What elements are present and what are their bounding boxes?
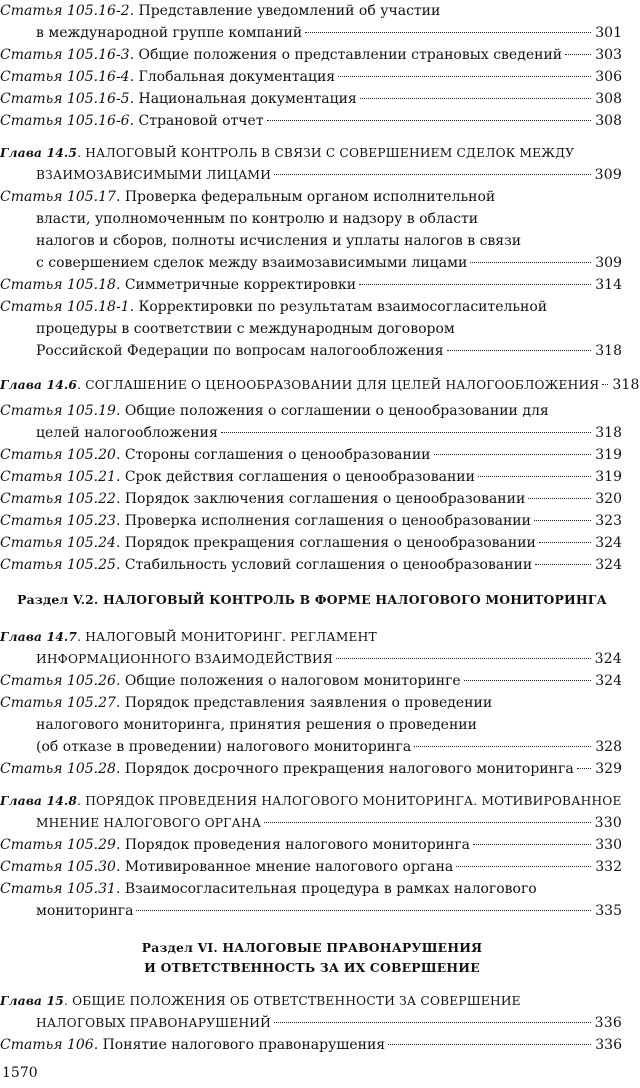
- toc-entry-text: Статья 105.19. Общие положения о соглашении о ценообразовании для: [0, 403, 549, 419]
- toc-entry-label: Статья 105.19: [0, 403, 116, 419]
- toc-line: [36, 208, 622, 230]
- dot-leader: [447, 350, 592, 351]
- toc-line: [0, 758, 622, 780]
- toc-page-number: 332: [595, 859, 622, 875]
- toc-article-entry: [0, 758, 622, 780]
- toc-entry-text: Статья 105.24. Порядок прекращения соглашения о ценообразовании: [0, 535, 536, 551]
- toc-entry-text: Статья 105.18-1. Корректировки по результатам взаимосогласительной: [0, 299, 548, 315]
- toc-entry-title: Порядок представления заявления о проведении: [124, 695, 493, 711]
- toc-entry-title: НАЛОГОВЫЙ МОНИТОРИНГ. РЕГЛАМЕНТ: [85, 630, 377, 644]
- toc-article-entry: [0, 466, 622, 488]
- toc-page-number: 319: [595, 469, 622, 485]
- toc-entry-text: [36, 22, 302, 44]
- toc-entry-title: Проверка исполнения соглашения о ценообразовании: [124, 513, 531, 529]
- toc-entry-title: Российской Федерации по вопросам налогообложения: [36, 343, 444, 359]
- toc-page-number: 328: [595, 739, 622, 755]
- toc-page-number: 301: [595, 25, 622, 41]
- toc-entry-text: [36, 164, 271, 186]
- dot-leader: [305, 32, 591, 33]
- toc-page-number: 319: [595, 447, 622, 463]
- toc-entry-title: Общие положения о налоговом мониторинге: [124, 673, 461, 689]
- toc-entry-text: Статья 105.17. Проверка федеральным органом исполнительной: [0, 189, 496, 205]
- toc-entry-label: Статья 105.26: [0, 673, 116, 689]
- dot-leader: [565, 54, 591, 55]
- dot-leader: [338, 76, 591, 77]
- toc-line: [36, 164, 622, 186]
- toc-article-entry: [0, 834, 622, 856]
- toc-chapter-entry: [0, 790, 622, 834]
- toc-entry-label: Статья 105.18: [0, 277, 116, 293]
- toc-section-line: И ОТВЕТСТВЕННОСТЬ ЗА ИХ СОВЕРШЕНИЕ: [144, 960, 480, 975]
- toc-line: [0, 88, 622, 110]
- toc-line: [0, 532, 622, 554]
- toc-page-number: 336: [595, 1037, 622, 1053]
- toc-line: [0, 444, 622, 466]
- toc-line: [0, 186, 622, 208]
- toc-entry-label: Статья 105.17: [0, 189, 116, 205]
- toc-entry-label: Статья 105.30: [0, 859, 116, 875]
- toc-entry-label: Статья 105.31: [0, 881, 116, 897]
- toc-article-entry: [0, 274, 622, 296]
- toc-entry-text: [36, 812, 261, 834]
- toc-entry-label: Глава 14.5: [0, 146, 78, 160]
- toc-line: [36, 340, 622, 362]
- toc-entry-label: Статья 105.16-5: [0, 91, 130, 107]
- toc-line: [36, 648, 622, 670]
- dot-leader: [434, 454, 592, 455]
- toc-entry-text: [36, 900, 133, 922]
- toc-line: [0, 692, 622, 714]
- toc-entry-label: Статья 105.27: [0, 695, 116, 711]
- toc-entry-text: Глава 14.6. СОГЛАШЕНИЕ О ЦЕНООБРАЗОВАНИИ ДЛЯ ЦЕЛЕЙ НАЛОГООБЛОЖЕНИЯ: [0, 378, 600, 392]
- toc-entry-text: Статья 105.31. Взаимосогласительная процедура в рамках налогового: [0, 881, 537, 897]
- dot-leader: [360, 98, 592, 99]
- toc-entry-text: Статья 105.23. Проверка исполнения соглашения о ценообразовании: [0, 513, 531, 529]
- toc-line: [36, 252, 622, 274]
- dot-leader: [264, 822, 591, 823]
- dot-leader: [534, 520, 591, 521]
- toc-line: [0, 400, 622, 422]
- toc-page-number: 324: [595, 557, 622, 573]
- dot-leader: [478, 476, 591, 477]
- toc-article-entry: [0, 532, 622, 554]
- toc-entry-title: МНЕНИЕ НАЛОГОВОГО ОРГАНА: [36, 816, 262, 830]
- toc-entry-label: Статья 105.16-4: [0, 69, 130, 85]
- toc-entry-text: [36, 1012, 271, 1034]
- toc-entry-label: Статья 105.23: [0, 513, 116, 529]
- toc-entry-text: [36, 233, 521, 249]
- toc-page-number: 329: [595, 761, 622, 777]
- dot-leader: [359, 284, 591, 285]
- toc-entry-title: Проверка федеральным органом исполнительной: [124, 189, 496, 205]
- toc-entry-title: (об отказе в проведении) налогового мониторинга: [36, 739, 412, 755]
- toc-line: [0, 274, 622, 296]
- toc-article-entry: [0, 670, 622, 692]
- toc-entry-text: Глава 14.8. ПОРЯДОК ПРОВЕДЕНИЯ НАЛОГОВОГО МОНИТОРИНГА. МОТИВИРОВАННОЕ: [0, 794, 622, 808]
- toc-entry-title: ПОРЯДОК ПРОВЕДЕНИЯ НАЛОГОВОГО МОНИТОРИНГА. МОТИВИРОВАННОЕ: [85, 794, 622, 808]
- toc-entry-text: Статья 105.16-3. Общие положения о представлении страновых сведений: [0, 47, 563, 63]
- toc-entry-text: Статья 105.16-4. Глобальная документация: [0, 69, 336, 85]
- toc-page-number: 323: [595, 513, 622, 529]
- toc-entry-text: [36, 736, 411, 758]
- toc-article-entry: [0, 110, 622, 132]
- dot-leader: [456, 866, 591, 867]
- toc-line: [0, 990, 622, 1012]
- toc-entry-label: Статья 105.28: [0, 761, 116, 777]
- toc-entry-title: Понятие налогового правонарушения: [102, 1037, 386, 1053]
- toc-line: [36, 714, 622, 736]
- toc-article-entry: [0, 856, 622, 878]
- toc-entry-title: Мотивированное мнение налогового органа: [124, 859, 454, 875]
- toc-line: [0, 878, 622, 900]
- toc-entry-text: Статья 106. Понятие налогового правонарушения: [0, 1037, 386, 1053]
- toc-line: [0, 466, 622, 488]
- toc-entry-label: Статья 105.16-6: [0, 113, 130, 129]
- toc-line: [0, 296, 622, 318]
- dot-leader: [267, 120, 592, 121]
- toc-article-entry: [0, 554, 622, 576]
- toc-line: [0, 834, 622, 856]
- toc-entry-text: Статья 105.28. Порядок досрочного прекращения налогового мониторинга: [0, 761, 574, 777]
- dot-leader: [388, 1044, 591, 1045]
- dot-leader: [602, 384, 608, 385]
- toc-article-entry: [0, 488, 622, 510]
- toc-entry-title: с совершением сделок между взаимозависимыми лицами: [36, 255, 468, 271]
- toc-line: [36, 422, 622, 444]
- toc-line: [0, 856, 622, 878]
- toc-article-entry: [0, 510, 622, 532]
- toc-page-number: 308: [595, 113, 622, 129]
- toc-page-number: 324: [595, 535, 622, 551]
- dot-leader: [464, 680, 592, 681]
- toc-entry-title: Стабильность условий соглашения о ценообразовании: [124, 557, 533, 573]
- toc-entry-text: Статья 105.16-6. Страновой отчет: [0, 113, 264, 129]
- toc-entry-text: Статья 105.16-5. Национальная документация: [0, 91, 357, 107]
- toc-line: [36, 1012, 622, 1034]
- toc-entry-label: Статья 105.29: [0, 837, 116, 853]
- toc-page-number: 309: [595, 255, 622, 271]
- toc-line: [36, 230, 622, 252]
- toc-page-number: 318: [595, 425, 622, 441]
- toc-entry-title: Порядок заключения соглашения о ценообразовании: [124, 491, 526, 507]
- toc-line: [0, 790, 622, 812]
- toc-page-number: 309: [594, 167, 622, 183]
- toc-entry-label: Статья 105.22: [0, 491, 116, 507]
- toc-entry-text: Статья 105.26. Общие положения о налоговом мониторинге: [0, 673, 461, 689]
- toc-entry-label: Статья 105.16-2: [0, 3, 130, 19]
- toc-line: [36, 812, 622, 834]
- toc-entry-title: Общие положения о соглашении о ценообразовании для: [124, 403, 549, 419]
- toc-section-line: Раздел VI. НАЛОГОВЫЕ ПРАВОНАРУШЕНИЯ: [141, 940, 483, 955]
- toc-entry-title: СОГЛАШЕНИЕ О ЦЕНООБРАЗОВАНИИ ДЛЯ ЦЕЛЕЙ НАЛОГООБЛОЖЕНИЯ: [85, 378, 600, 392]
- toc-chapter-entry: [0, 142, 622, 186]
- toc-entry-title: власти, уполномоченным по контролю и надзору в области: [36, 211, 479, 227]
- toc-page-number: 318: [612, 377, 640, 393]
- toc-line: [0, 142, 622, 164]
- dot-leader: [221, 432, 591, 433]
- toc-article-entry: [0, 0, 622, 44]
- toc-line: [36, 318, 622, 340]
- toc-entry-title: налогового мониторинга, принятия решения о проведении: [36, 717, 477, 733]
- toc-entry-title: Страновой отчет: [138, 113, 264, 129]
- toc-article-entry: [0, 186, 622, 274]
- toc-line: [0, 374, 640, 396]
- toc-entry-label: Статья 105.18-1: [0, 299, 130, 315]
- toc-entry-title: Порядок досрочного прекращения налогового мониторинга: [124, 761, 574, 777]
- toc-page-number: 335: [595, 903, 622, 919]
- toc-section-heading: [0, 938, 624, 978]
- toc-entry-text: Статья 105.18. Симметричные корректировки: [0, 277, 357, 293]
- toc-entry-title: процедуры в соответствии с международным договором: [36, 321, 455, 337]
- toc-entry-label: Статья 105.21: [0, 469, 116, 485]
- toc-line: [36, 22, 622, 44]
- toc-page-number: 324: [594, 651, 622, 667]
- toc-line: [0, 488, 622, 510]
- dot-leader: [470, 262, 591, 263]
- toc-entry-title: целей налогообложения: [36, 425, 218, 441]
- toc-page-number: 318: [595, 343, 622, 359]
- toc-entry-text: [36, 717, 477, 733]
- toc-entry-title: Симметричные корректировки: [124, 277, 357, 293]
- toc-entry-title: Представление уведомлений об участии: [138, 3, 441, 19]
- toc-section-line: Раздел V.2. НАЛОГОВЫЙ КОНТРОЛЬ В ФОРМЕ НАЛОГОВОГО МОНИТОРИНГА: [17, 592, 607, 607]
- toc-entry-title: Стороны соглашения о ценообразовании: [124, 447, 431, 463]
- toc-entry-title: Корректировки по результатам взаимосогласительной: [138, 299, 548, 315]
- toc-page-number: 336: [594, 1015, 622, 1031]
- toc-line: [0, 670, 622, 692]
- toc-article-entry: [0, 88, 622, 110]
- toc-entry-title: ИНФОРМАЦИОННОГО ВЗАИМОДЕЙСТВИЯ: [36, 652, 333, 666]
- dot-leader: [274, 1022, 591, 1023]
- toc-line: [36, 900, 622, 922]
- toc-entry-title: мониторинга: [36, 903, 134, 919]
- toc-line: [0, 0, 622, 22]
- toc-entry-title: ВЗАИМОЗАВИСИМЫМИ ЛИЦАМИ: [36, 168, 272, 182]
- toc-line: [0, 626, 622, 648]
- toc-entry-title: налогов и сборов, полноты исчисления и уплаты налогов в связи: [36, 233, 522, 249]
- dot-leader: [535, 564, 591, 565]
- toc-page-number: 306: [595, 69, 622, 85]
- dot-leader: [528, 498, 591, 499]
- toc-entry-label: Статья 106: [0, 1037, 94, 1053]
- toc-entry-label: Глава 14.6: [0, 378, 78, 392]
- toc-chapter-entry: [0, 374, 640, 396]
- toc-entry-title: в международной группе компаний: [36, 25, 303, 41]
- toc-page-number: 303: [595, 47, 622, 63]
- toc-article-entry: [0, 692, 622, 758]
- toc-entry-label: Глава 15: [0, 994, 64, 1008]
- toc-entry-text: [36, 321, 455, 337]
- toc-article-entry: [0, 1034, 622, 1056]
- toc-chapter-entry: [0, 990, 622, 1034]
- toc-entry-title: ОБЩИЕ ПОЛОЖЕНИЯ ОБ ОТВЕТСТВЕННОСТИ ЗА СОВЕРШЕНИЕ: [72, 994, 521, 1008]
- toc-line: [0, 66, 622, 88]
- toc-entry-text: Глава 14.7. НАЛОГОВЫЙ МОНИТОРИНГ. РЕГЛАМЕНТ: [0, 630, 377, 644]
- toc-article-entry: [0, 296, 622, 362]
- dot-leader: [136, 910, 591, 911]
- toc-entry-text: [36, 340, 444, 362]
- toc-entry-text: Статья 105.27. Порядок представления заявления о проведении: [0, 695, 493, 711]
- toc-entry-label: Статья 105.25: [0, 557, 116, 573]
- toc-page-number: 320: [595, 491, 622, 507]
- toc-entry-label: Статья 105.24: [0, 535, 116, 551]
- toc-entry-title: НАЛОГОВЫХ ПРАВОНАРУШЕНИЙ: [36, 1016, 271, 1030]
- toc-article-entry: [0, 44, 622, 66]
- toc-entry-title: Глобальная документация: [138, 69, 336, 85]
- toc-page-number: 330: [595, 837, 622, 853]
- toc-entry-title: Национальная документация: [138, 91, 357, 107]
- toc-entry-text: Глава 15. ОБЩИЕ ПОЛОЖЕНИЯ ОБ ОТВЕТСТВЕННОСТИ ЗА СОВЕРШЕНИЕ: [0, 994, 521, 1008]
- toc-article-entry: [0, 66, 622, 88]
- toc-article-entry: [0, 878, 622, 922]
- toc-line: [0, 44, 622, 66]
- page-number: 1570: [2, 1065, 38, 1081]
- toc-line: [36, 736, 622, 758]
- toc-page-number: 324: [595, 673, 622, 689]
- toc-entry-title: Порядок проведения налогового мониторинга: [124, 837, 471, 853]
- toc-entry-text: [36, 648, 333, 670]
- dot-leader: [274, 174, 591, 175]
- toc-entry-label: Глава 14.8: [0, 794, 78, 808]
- toc-entry-title: Взаимосогласительная процедура в рамках налогового: [124, 881, 537, 897]
- dot-leader: [414, 746, 591, 747]
- toc-entry-title: Общие положения о представлении страновых сведений: [138, 47, 563, 63]
- toc-page-number: 308: [595, 91, 622, 107]
- toc-entry-label: Статья 105.20: [0, 447, 116, 463]
- toc-page-number: 330: [594, 815, 622, 831]
- toc-page-number: 314: [595, 277, 622, 293]
- toc-entry-text: [36, 422, 218, 444]
- toc-entry-text: Глава 14.5. НАЛОГОВЫЙ КОНТРОЛЬ В СВЯЗИ С СОВЕРШЕНИЕМ СДЕЛОК МЕЖДУ: [0, 146, 575, 160]
- toc-entry-label: Статья 105.16-3: [0, 47, 130, 63]
- toc-line: [0, 554, 622, 576]
- toc-line: [0, 110, 622, 132]
- toc-entry-text: [36, 252, 467, 274]
- toc-entry-text: Статья 105.29. Порядок проведения налогового мониторинга: [0, 837, 471, 853]
- dot-leader: [473, 844, 591, 845]
- toc-entry-title: Срок действия соглашения о ценообразовании: [124, 469, 475, 485]
- toc-entry-text: Статья 105.25. Стабильность условий соглашения о ценообразовании: [0, 557, 533, 573]
- dot-leader: [539, 542, 591, 543]
- toc-entry-text: Статья 105.30. Мотивированное мнение налогового органа: [0, 859, 454, 875]
- toc-entry-title: Порядок прекращения соглашения о ценообразовании: [124, 535, 536, 551]
- toc-article-entry: [0, 400, 622, 444]
- dot-leader: [336, 658, 591, 659]
- toc-chapter-entry: [0, 626, 622, 670]
- toc-entry-text: Статья 105.22. Порядок заключения соглашения о ценообразовании: [0, 491, 526, 507]
- toc-line: [0, 510, 622, 532]
- toc-section-heading: [0, 590, 624, 610]
- toc-entry-label: Глава 14.7: [0, 630, 78, 644]
- toc-entry-text: Статья 105.20. Стороны соглашения о ценообразовании: [0, 447, 431, 463]
- toc-entry-title: НАЛОГОВЫЙ КОНТРОЛЬ В СВЯЗИ С СОВЕРШЕНИЕМ СДЕЛОК МЕЖДУ: [85, 146, 575, 160]
- dot-leader: [577, 768, 592, 769]
- toc-article-entry: [0, 444, 622, 466]
- toc-entry-text: [36, 211, 478, 227]
- toc-line: [0, 1034, 622, 1056]
- toc-entry-text: Статья 105.21. Срок действия соглашения о ценообразовании: [0, 469, 475, 485]
- toc-entry-text: Статья 105.16-2. Представление уведомлений об участии: [0, 3, 441, 19]
